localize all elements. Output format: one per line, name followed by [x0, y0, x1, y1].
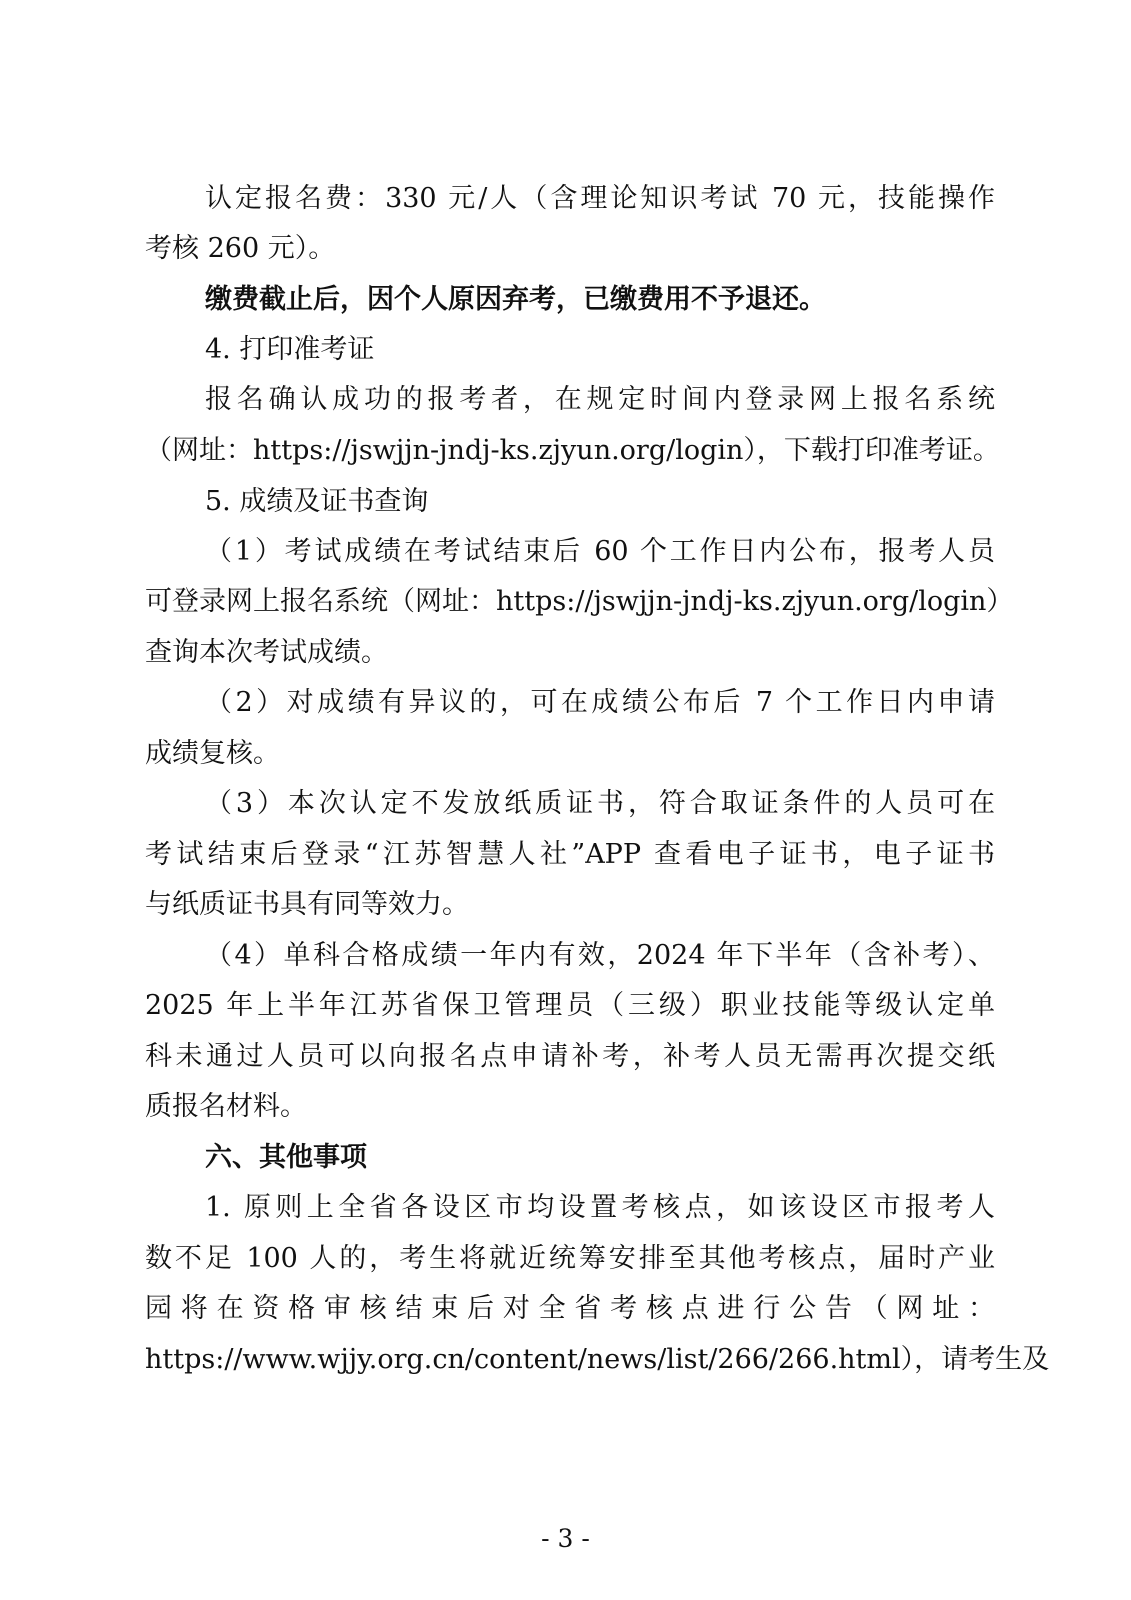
text-line: 数不足 100 人的，考生将就近统筹安排至其他考核点，届时产业 [145, 1243, 995, 1274]
text-line: 考试结束后登录“江苏智慧人社”APP 查看电子证书，电子证书 [145, 839, 995, 870]
bold-notice-line: 缴费截止后，因个人原因弃考，已缴费用不予退还。 [205, 284, 826, 315]
text-line: （网址：https://jswjjn-jndj-ks.zjyun.org/login），下载打印准考证。 [145, 435, 1000, 466]
text-line: （3）本次认定不发放纸质证书，符合取证条件的人员可在 [205, 788, 995, 819]
text-line: 认定报名费：330 元/人（含理论知识考试 70 元，技能操作 [205, 183, 995, 214]
section-heading: 4. 打印准考证 [205, 334, 375, 365]
text-line: 2025 年上半年江苏省保卫管理员（三级）职业技能等级认定单 [145, 990, 995, 1021]
text-line: （4）单科合格成绩一年内有效，2024 年下半年（含补考）、 [205, 940, 995, 971]
section-heading: 5. 成绩及证书查询 [205, 486, 429, 517]
text-line: 园将在资格审核结束后对全省考核点进行公告（网址： [145, 1293, 995, 1324]
text-line: （1）考试成绩在考试结束后 60 个工作日内公布，报考人员 [205, 536, 995, 567]
text-line: 考核 260 元）。 [145, 233, 336, 264]
text-line: 质报名材料。 [145, 1091, 307, 1122]
page-number: - 3 - [541, 1524, 590, 1553]
text-line: 报名确认成功的报考者，在规定时间内登录网上报名系统 [205, 384, 995, 415]
text-line: https://www.wjjy.org.cn/content/news/list/266/266.html），请考生及 [145, 1344, 1050, 1375]
text-line: （2）对成绩有异议的，可在成绩公布后 7 个工作日内申请 [205, 687, 995, 718]
text-line: 科未通过人员可以向报名点申请补考，补考人员无需再次提交纸 [145, 1041, 995, 1072]
text-line: 1. 原则上全省各设区市均设置考核点，如该设区市报考人 [205, 1192, 995, 1223]
text-line: 与纸质证书具有同等效力。 [145, 889, 469, 920]
text-line: 查询本次考试成绩。 [145, 637, 388, 668]
text-line: 成绩复核。 [145, 738, 280, 769]
text-line: 可登录网上报名系统（网址：https://jswjjn-jndj-ks.zjyun.org/login） [145, 586, 1014, 617]
section-heading-bold: 六、其他事项 [205, 1142, 367, 1173]
